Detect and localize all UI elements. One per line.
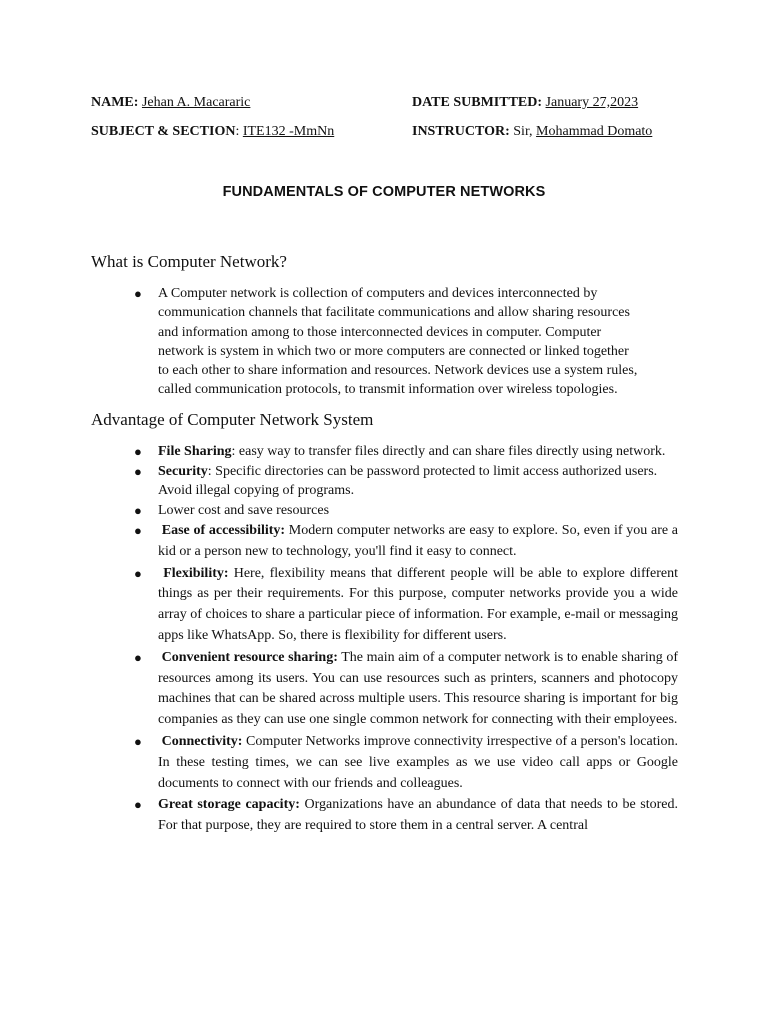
item-title: Convenient resource sharing: (158, 649, 338, 665)
item-title: Ease of accessibility: (158, 523, 286, 538)
section-heading-what-is-network: What is Computer Network? (91, 252, 287, 271)
name-label: NAME: (91, 95, 139, 110)
list-item (0, 648, 678, 731)
list-item (0, 732, 678, 794)
bullet-icon: ● (134, 565, 142, 581)
bullet-icon: ● (134, 444, 142, 459)
list-item (0, 521, 678, 563)
intro-line: to each other to share information and resources. Network devices use a system rules, (158, 363, 638, 379)
instructor-value: Mohammad Domato (536, 124, 653, 139)
intro-line: and information among to those interconnected devices in computer. Computer (158, 324, 602, 340)
list-item (0, 564, 678, 647)
item-text: The main aim of a computer network is to enable sharing of resources among its users. You can use resources such as printers, scanners and photocopy machines that can be shared across multiple users. This resource sharing is important for big companies as they can use one single common network for connecting with their employees. (158, 649, 678, 728)
item-text: Here, flexibility means that different people will be able to explore different things as per their requirements. For this purpose, computer networks provide you a wide array of choices to share a particular piece of information. For example, e-mail or messaging apps like WhatsApp. So, there is flexibility for different users. (158, 565, 678, 643)
item-title: Flexibility: (158, 565, 229, 581)
list-item (0, 462, 678, 501)
item-title: Security (158, 463, 208, 479)
date-value: January 27,2023 (545, 95, 639, 110)
bullet-icon: ● (134, 463, 142, 479)
instructor-field (412, 123, 652, 141)
item-title: Great storage capacity: (158, 797, 300, 813)
list-item (0, 501, 678, 521)
item-text: Computer Networks improve connectivity irrespective of a person's location. In these testing times, we can see live examples as we use video call apps or Google documents to connect with our friends and colleagues. (158, 733, 678, 791)
bullet-icon: ● (134, 733, 142, 749)
list-item (0, 284, 690, 400)
intro-line: called communication protocols, to transmit information over wireless topologies. (158, 382, 618, 398)
item-text: Modern computer networks are easy to explore. So, even if you are a kid or a person new to technology, you'll find it easy to connect. (158, 523, 679, 559)
bullet-icon: ● (134, 286, 142, 301)
bullet-icon: ● (134, 502, 142, 518)
advantages-bullet-list (0, 442, 678, 837)
item-text: : Specific directories can be password protected to limit access authorized users. Avoid illegal copying of programs. (158, 463, 658, 498)
name-field (91, 94, 250, 112)
intro-line: network is system in which two or more computers are connected or linked together (158, 343, 629, 359)
instructor-prefix: Sir, (509, 124, 537, 139)
bullet-icon: ● (134, 523, 142, 538)
date-label: DATE SUBMITTED: (412, 95, 543, 110)
item-text: Lower cost and save resources (158, 502, 330, 518)
section-heading-advantages: Advantage of Computer Network System (91, 410, 374, 429)
bullet-icon: ● (134, 649, 142, 665)
list-item (0, 442, 678, 462)
name-value: Jehan A. Macararic (141, 95, 251, 110)
subject-label: SUBJECT & SECTION (91, 124, 236, 139)
list-item (0, 795, 678, 837)
item-text: : easy way to transfer files directly and can share files directly using network. (231, 444, 666, 459)
item-title: Connectivity: (158, 733, 243, 749)
intro-line: A Computer network is collection of computers and devices interconnected by (158, 286, 598, 301)
item-title: File Sharing (158, 444, 232, 459)
intro-bullet-list (0, 284, 690, 400)
bullet-icon: ● (134, 797, 142, 813)
date-submitted-field (412, 94, 638, 112)
subject-section-field (91, 123, 334, 141)
intro-line: communication channels that facilitate communications and allow sharing resources (158, 305, 630, 321)
subject-separator: : (235, 124, 243, 139)
instructor-label: INSTRUCTOR: (412, 124, 510, 139)
document-title: FUNDAMENTALS OF COMPUTER NETWORKS (222, 184, 546, 200)
subject-value: ITE132 -MmNn (242, 124, 335, 139)
item-text: Organizations have an abundance of data that needs to be stored. For that purpose, they are required to store them in a central server. A central (158, 797, 678, 834)
